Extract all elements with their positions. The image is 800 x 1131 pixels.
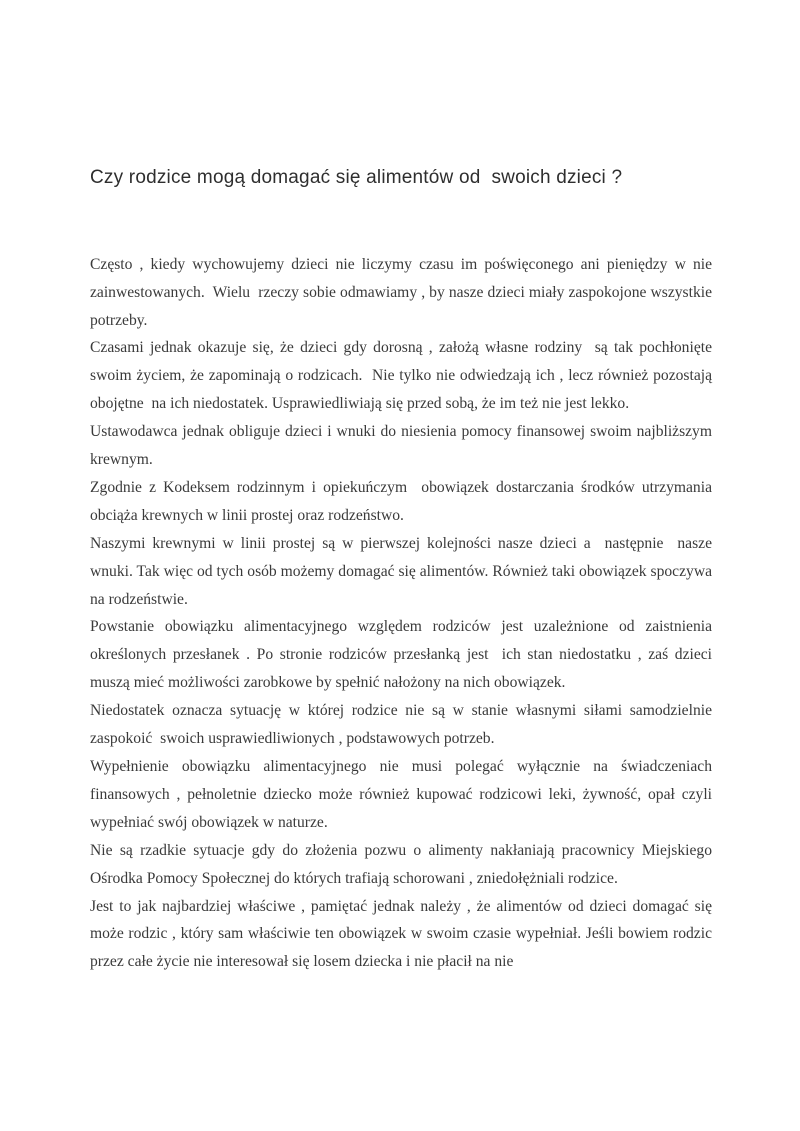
page-title: Czy rodzice mogą domagać się alimentów od swoich dzieci ? <box>90 167 623 188</box>
paragraph: Naszymi krewnymi w linii prostej są w pierwszej kolejności nasze dzieci a następnie nasze wnuki. Tak więc od tych osób możemy domagać się alimentów. Również taki obowiązek spoczywa na rodzeństwie. <box>90 534 716 608</box>
document-body <box>90 251 716 977</box>
paragraph: Ustawodawca jednak obliguje dzieci i wnuki do niesienia pomocy finansowej swoim najbliższym krewnym. <box>90 423 716 469</box>
paragraph: Powstanie obowiązku alimentacyjnego względem rodziców jest uzależnione od zaistnienia określonych przesłanek . Po stronie rodziców przesłanką jest ich stan niedostatku , zaś dzieci muszą mieć możliwości zarobkowe by spełnić nałożony na nich obowiązek. <box>90 618 716 692</box>
paragraph: Nie są rzadkie sytuacje gdy do złożenia pozwu o alimenty nakłaniają pracownicy Miejskiego Ośrodka Pomocy Społecznej do których trafiają schorowani , zniedołężniali rodzice. <box>90 841 716 887</box>
paragraph: Niedostatek oznacza sytuację w której rodzice nie są w stanie własnymi siłami samodzielnie zaspokoić swoich usprawiedliwionych , podstawowych potrzeb. <box>90 702 716 748</box>
document-content <box>90 166 716 976</box>
paragraph: Jest to jak najbardziej właściwe , pamiętać jednak należy , że alimentów od dzieci domagać się może rodzic , który sam właściwie ten obowiązek w swoim czasie wypełniał. Jeśli bowiem rodzic przez całe życie nie interesował się losem dziecka i nie płacił na nie <box>90 897 716 971</box>
paragraph: Czasami jednak okazuje się, że dzieci gdy dorosną , założą własne rodziny są tak pochłonięte swoim życiem, że zapominają o rodzicach. Nie tylko nie odwiedzają ich , lecz również pozostają obojętne na ich niedostatek. Usprawiedliwiają się przed sobą, że im też nie jest lekko. <box>90 339 716 413</box>
paragraph: Często , kiedy wychowujemy dzieci nie liczymy czasu im poświęconego ani pieniędzy w nie zainwestowanych. Wielu rzeczy sobie odmawiamy , by nasze dzieci miały zaspokojone wszystkie potrzeby. <box>90 255 716 329</box>
paragraph: Zgodnie z Kodeksem rodzinnym i opiekuńczym obowiązek dostarczania środków utrzymania obciąża krewnych w linii prostej oraz rodzeństwo. <box>90 478 716 524</box>
paragraph: Wypełnienie obowiązku alimentacyjnego nie musi polegać wyłącznie na świadczeniach finansowych , pełnoletnie dziecko może również kupować rodzicowi leki, żywność, opał czyli wypełniać swój obowiązek w naturze. <box>90 758 716 831</box>
